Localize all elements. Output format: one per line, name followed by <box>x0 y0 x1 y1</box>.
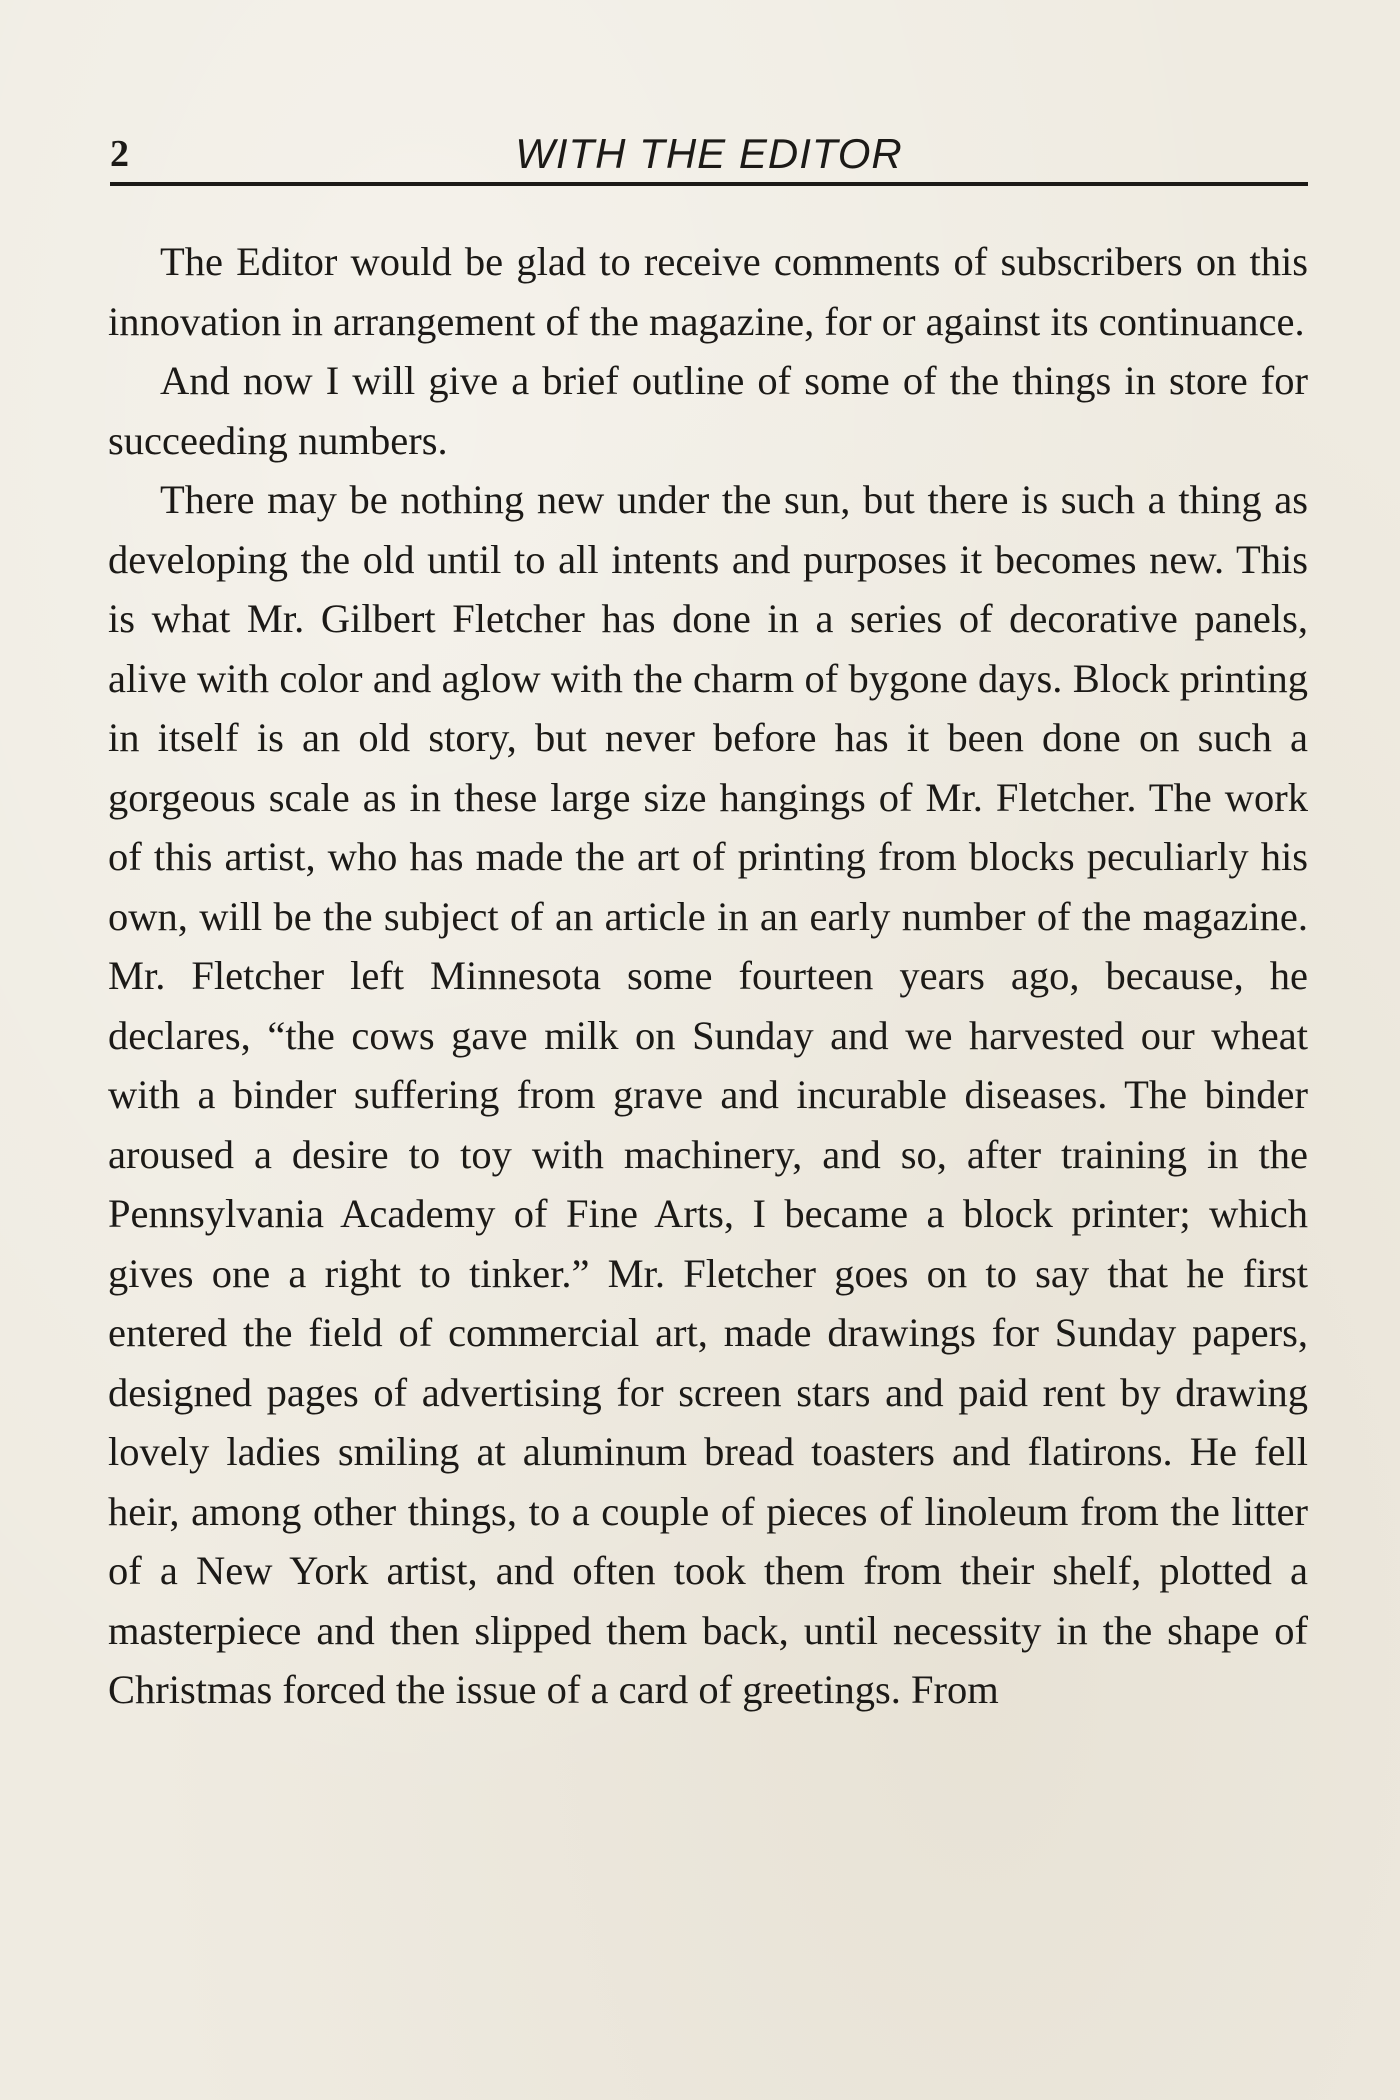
paragraph-comments: The Editor would be glad to receive comments of subscribers on this innovation in arrangement of the magazine, for or against its continuance. <box>108 239 1308 344</box>
running-title: WITH THE EDITOR <box>515 130 903 177</box>
page-number: 2 <box>110 133 129 175</box>
paragraph-outline: And now I will give a brief outline of some of the things in store for succeeding numbers. <box>108 358 1308 463</box>
running-head <box>110 120 1308 186</box>
article-body <box>108 232 1308 1720</box>
paragraph-fletcher: There may be nothing new under the sun, but there is such a thing as developing the old until to all intents and purposes it becomes new. This is what Mr. Gilbert Fletcher has done in a series of decorative panels, alive with color and aglow with the charm of bygone days. Block printing in itself is an old story, but never before has it been done on such a gorgeous scale as in these large size hangings of Mr. Fletcher. The work of this artist, who has made the art of printing from blocks peculiarly his own, will be the subject of an article in an early number of the magazine. Mr. Fletcher left Minnesota some fourteen years ago, because, he declares, “the cows gave milk on Sunday and we harvested our wheat with a binder suffering from grave and incurable diseases. The binder aroused a desire to toy with machinery, and so, after training in the Pennsylvania Academy of Fine Arts, I became a block printer; which gives one a right to tinker.” Mr. Fletcher goes on to say that he first entered the field of commercial art, made drawings for Sunday papers, designed pages of advertising for screen stars and paid rent by drawing lovely ladies smiling at aluminum bread toasters and flatirons. He fell heir, among other things, to a couple of pieces of linoleum from the litter of a New York artist, and often took them from their shelf, plotted a masterpiece and then slipped them back, until necessity in the shape of Christmas forced the issue of a card of greetings. From <box>108 477 1308 1712</box>
